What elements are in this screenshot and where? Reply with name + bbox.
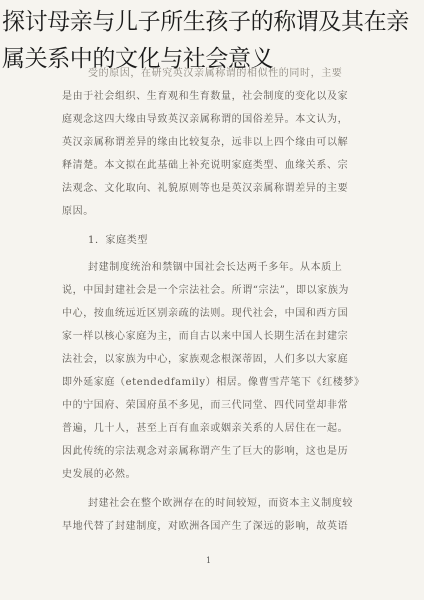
document-line: 英汉亲属称谓差异的缘由比较复杂，远非以上四个缘由可以解: [62, 137, 349, 148]
document-line: 即外延家庭（etendedfamily）相居。像曹雪芹笔下《红楼梦》: [62, 377, 365, 388]
document-line: 受的原因，在研究英汉亲属称谓的相似性的同时，主要: [88, 68, 343, 79]
document-line: 史发展的必然。: [62, 469, 137, 480]
document-line: 释清楚。本文拟在此基础上补充说明家庭类型、血缘关系、宗: [62, 160, 349, 171]
document-line: 因此传统的宗法观念对亲属称谓产生了巨大的影响，这也是历: [62, 446, 349, 457]
document-line: 庭观念这四大缘由导致英汉亲属称谓的国俗差异。本文认为，: [62, 114, 349, 125]
document-line: 封建制度统治和禁锢中国社会长达两千多年。从本质上: [88, 262, 343, 273]
document-line: 法社会，以家族为中心，家族观念根深蒂固，人们多以大家庭: [62, 354, 349, 365]
page-title: 探讨母亲与儿子所生孩子的称谓及其在亲属关系中的文化与社会意义: [2, 9, 409, 72]
section-heading: 1．家庭类型: [88, 235, 148, 246]
document-line: 家一样以核心家庭为主，而自古以来中国人长期生活在封建宗: [62, 331, 349, 342]
document-line: 早地代替了封建制度，对欧洲各国产生了深远的影响，故英语: [62, 521, 349, 532]
document-line: 说，中国封建社会是一个宗法社会。所谓“宗法”，即以家族为: [62, 285, 350, 296]
document-line: 是由于社会组织、生育观和生育数量，社会制度的变化以及家: [62, 91, 349, 102]
document-line: 原因。: [62, 206, 94, 217]
page-number: 1: [206, 556, 212, 565]
document-line: 封建社会在整个欧洲存在的时间较短，而资本主义制度较: [88, 498, 353, 509]
document-line: 中的宁国府、荣国府虽不多见，而三代同堂、四代同堂却非常: [62, 400, 349, 411]
document-line: 法观念、文化取向、礼貌原则等也是英汉亲属称谓差异的主要: [62, 183, 349, 194]
document-line: 普遍，几十人，甚至上百有血亲或姻亲关系的人居住在一起。: [62, 423, 349, 434]
document-line: 中心，按血统远近区别亲疏的法则。现代社会，中国和西方国: [62, 308, 349, 319]
